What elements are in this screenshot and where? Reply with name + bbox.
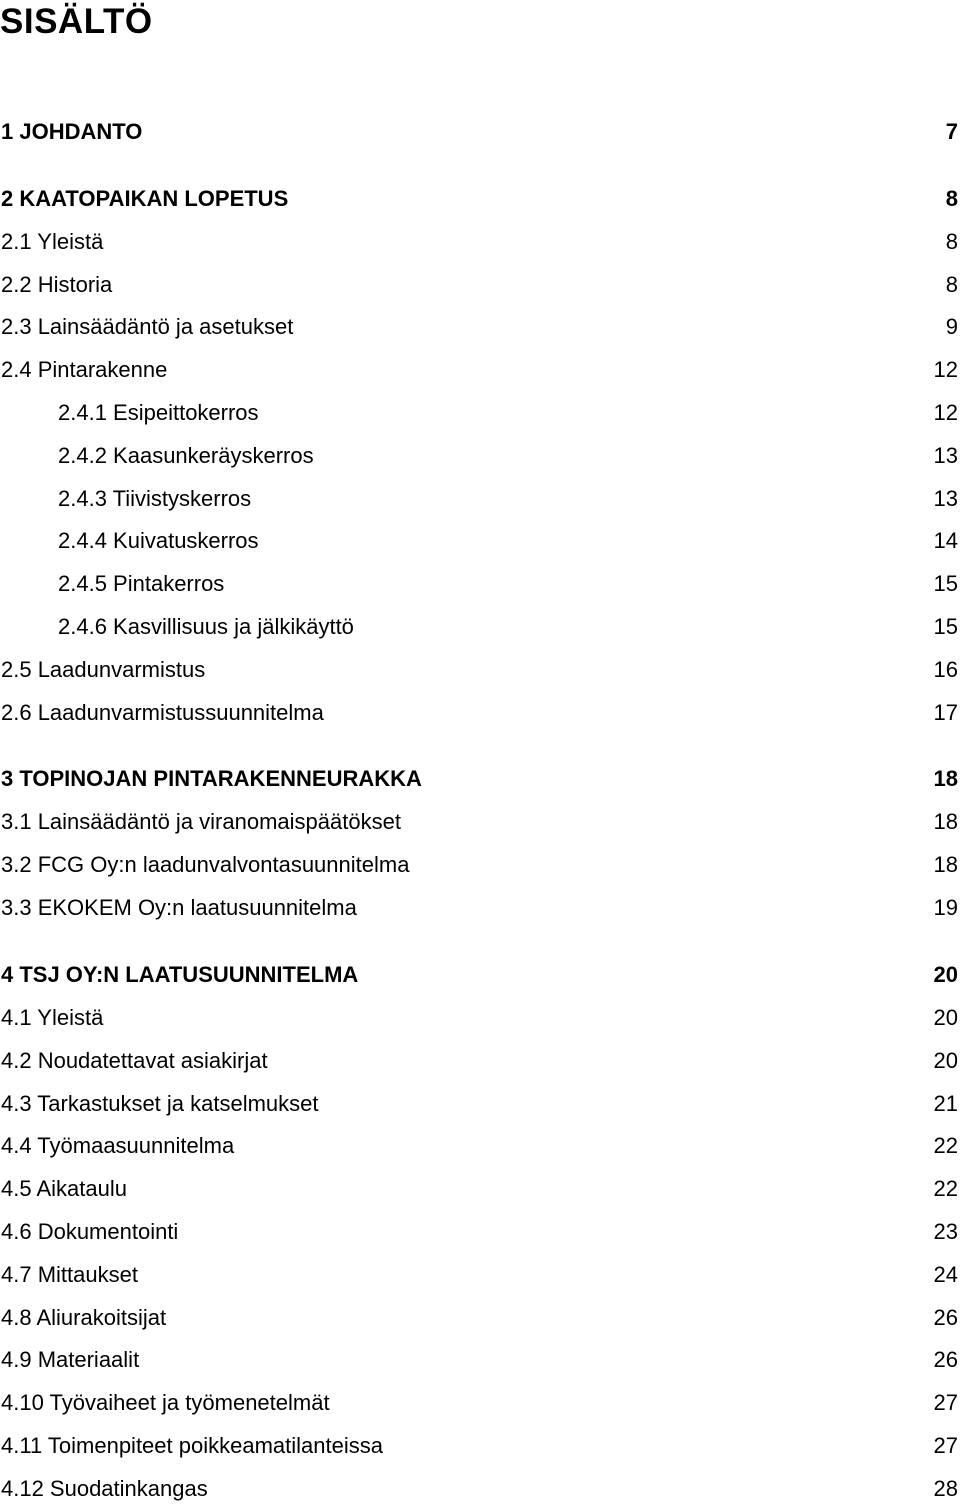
toc-entry-3-3[interactable] <box>0 893 958 923</box>
toc-entry-label: 2.4.3 Tiivistyskerros <box>58 486 252 511</box>
toc-entry-label: 4.9 Materiaalit <box>1 1347 140 1372</box>
toc-entry-page: 18 <box>933 766 958 791</box>
toc-entry-2-6[interactable] <box>0 698 958 728</box>
toc-entry-label: 2.4 Pintarakenne <box>1 357 168 382</box>
toc-entry-2-4-5[interactable] <box>0 569 958 599</box>
toc-entry-page: 27 <box>933 1433 958 1458</box>
toc-entry-4-8[interactable] <box>0 1303 958 1333</box>
toc-entry-label: 2.6 Laadunvarmistussuunnitelma <box>1 700 324 725</box>
toc-entry-label: 2.5 Laadunvarmistus <box>1 657 206 682</box>
toc-entry-label: 2 KAATOPAIKAN LOPETUS <box>1 186 289 211</box>
toc-entry-page: 19 <box>933 895 958 920</box>
toc-entry-label: 4.4 Työmaasuunnitelma <box>1 1133 235 1158</box>
toc-entry-2-5[interactable] <box>0 655 958 685</box>
toc-entry-page: 12 <box>933 357 958 382</box>
toc-entry-page: 7 <box>945 119 958 144</box>
toc-entry-page: 28 <box>933 1476 958 1501</box>
toc-entry-label: 4.7 Mittaukset <box>1 1262 138 1287</box>
toc-entry-4-11[interactable] <box>0 1431 958 1461</box>
toc-entry-label: 4.12 Suodatinkangas <box>1 1476 208 1501</box>
toc-entry-page: 26 <box>933 1347 958 1372</box>
toc-entry-page: 20 <box>933 1048 958 1073</box>
toc-entry-page: 27 <box>933 1390 958 1415</box>
toc-entry-2-4-6[interactable] <box>0 612 958 642</box>
toc-entry-page: 12 <box>933 400 958 425</box>
toc-entry-label: 3 TOPINOJAN PINTARAKENNEURAKKA <box>1 766 422 791</box>
toc-entry-label: 4.6 Dokumentointi <box>1 1219 179 1244</box>
toc-entry-4-1[interactable] <box>0 1003 958 1033</box>
toc-entry-2-4-4[interactable] <box>0 526 958 556</box>
toc-entry-page: 8 <box>945 186 958 211</box>
toc-entry-4[interactable] <box>0 960 958 990</box>
toc-entry-page: 15 <box>933 614 958 639</box>
toc-entry-2-4-3[interactable] <box>0 484 958 514</box>
toc-entry-3-1[interactable] <box>0 807 958 837</box>
toc-entry-3-2[interactable] <box>0 850 958 880</box>
toc-entry-label: 2.1 Yleistä <box>1 229 104 254</box>
toc-entry-4-10[interactable] <box>0 1388 958 1418</box>
toc-entry-label: 4 TSJ OY:N LAATUSUUNNITELMA <box>1 962 359 987</box>
toc-entry-label: 2.2 Historia <box>1 272 113 297</box>
toc-entry-label: 2.3 Lainsäädäntö ja asetukset <box>1 314 294 339</box>
toc-entry-2-3[interactable] <box>0 312 958 342</box>
toc-entry-4-4[interactable] <box>0 1131 958 1161</box>
toc-entry-1[interactable] <box>0 117 958 147</box>
toc-entry-label: 3.2 FCG Oy:n laadunvalvontasuunnitelma <box>1 852 410 877</box>
toc-entry-label: 4.3 Tarkastukset ja katselmukset <box>1 1091 319 1116</box>
toc-entry-4-6[interactable] <box>0 1217 958 1247</box>
toc-entry-page: 22 <box>933 1133 958 1158</box>
toc-entry-2-4-2[interactable] <box>0 441 958 471</box>
toc-entry-3[interactable] <box>0 764 958 794</box>
page-title: SISÄLTÖ <box>0 2 153 41</box>
toc-entry-page: 26 <box>933 1305 958 1330</box>
toc-entry-4-7[interactable] <box>0 1260 958 1290</box>
toc-entry-label: 2.4.6 Kasvillisuus ja jälkikäyttö <box>58 614 354 639</box>
toc-entry-label: 2.4.2 Kaasunkeräyskerros <box>58 443 314 468</box>
toc-entry-page: 8 <box>945 229 958 254</box>
toc-entry-page: 20 <box>933 1005 958 1030</box>
toc-entry-page: 16 <box>933 657 958 682</box>
toc-entry-label: 1 JOHDANTO <box>1 119 143 144</box>
toc-entry-page: 21 <box>933 1091 958 1116</box>
toc-entry-2-1[interactable] <box>0 227 958 257</box>
toc-entry-page: 9 <box>945 314 958 339</box>
toc-entry-label: 2.4.4 Kuivatuskerros <box>58 528 259 553</box>
toc-entry-4-5[interactable] <box>0 1174 958 1204</box>
toc-entry-label: 2.4.1 Esipeittokerros <box>58 400 259 425</box>
toc-entry-label: 3.1 Lainsäädäntö ja viranomaispäätökset <box>1 809 401 834</box>
toc-entry-page: 13 <box>933 486 958 511</box>
toc-entry-label: 4.2 Noudatettavat asiakirjat <box>1 1048 268 1073</box>
toc-entry-page: 8 <box>945 272 958 297</box>
toc-entry-label: 4.5 Aikataulu <box>1 1176 127 1201</box>
toc-entry-page: 24 <box>933 1262 958 1287</box>
toc-entry-label: 2.4.5 Pintakerros <box>58 571 225 596</box>
toc-entry-2[interactable] <box>0 184 958 214</box>
toc-entry-2-2[interactable] <box>0 270 958 300</box>
toc-entry-page: 17 <box>933 700 958 725</box>
toc-entry-2-4-1[interactable] <box>0 398 958 428</box>
toc-entry-page: 15 <box>933 571 958 596</box>
toc-entry-label: 4.8 Aliurakoitsijat <box>1 1305 167 1330</box>
toc-entry-page: 13 <box>933 443 958 468</box>
toc-entry-4-12[interactable] <box>0 1474 958 1504</box>
toc-entry-page: 23 <box>933 1219 958 1244</box>
toc-entry-label: 3.3 EKOKEM Oy:n laatusuunnitelma <box>1 895 357 920</box>
toc-entry-4-9[interactable] <box>0 1345 958 1375</box>
toc-entry-2-4[interactable] <box>0 355 958 385</box>
toc-entry-page: 14 <box>933 528 958 553</box>
toc-entry-page: 18 <box>933 809 958 834</box>
toc-entry-page: 20 <box>933 962 958 987</box>
toc-entry-label: 4.11 Toimenpiteet poikkeamatilanteissa <box>1 1433 383 1458</box>
toc-entry-label: 4.10 Työvaiheet ja työmenetelmät <box>1 1390 330 1415</box>
toc-entry-page: 18 <box>933 852 958 877</box>
toc-entry-page: 22 <box>933 1176 958 1201</box>
toc-entry-4-2[interactable] <box>0 1046 958 1076</box>
toc-entry-label: 4.1 Yleistä <box>1 1005 104 1030</box>
toc-entry-4-3[interactable] <box>0 1089 958 1119</box>
